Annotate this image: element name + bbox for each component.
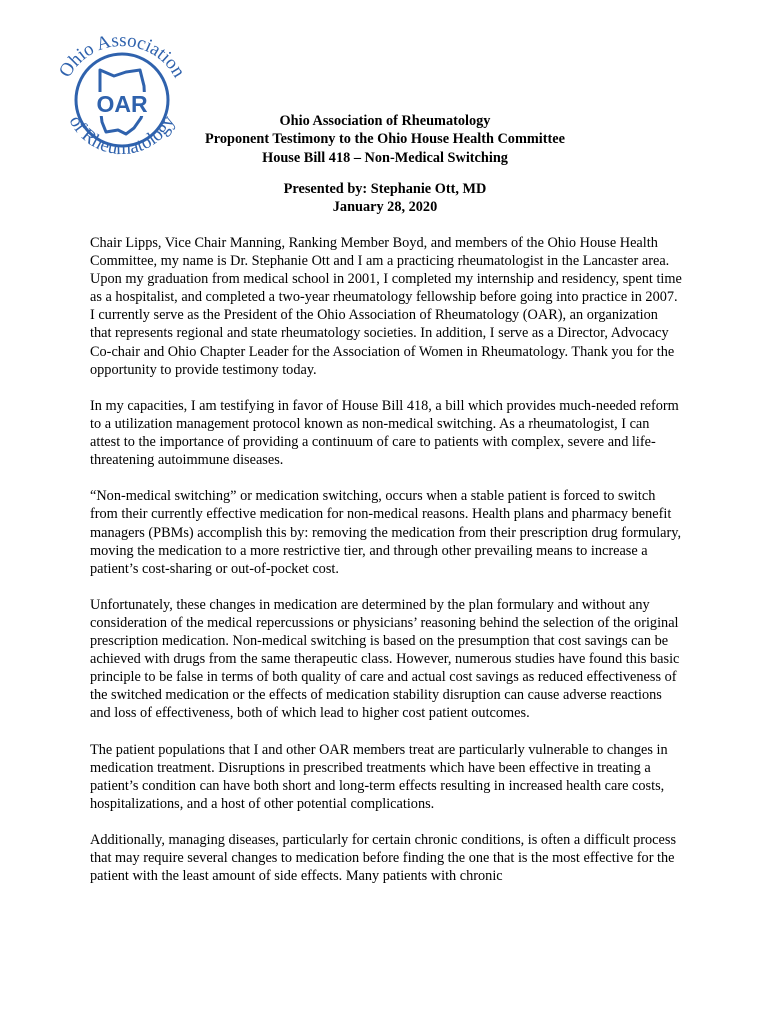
- testimony-body: [90, 234, 682, 903]
- paragraph-consequences: Unfortunately, these changes in medication are determined by the plan formulary and without any consideration of the medical repercussions or physicians’ reasoning behind the selection of the original prescription medication. Non-medical switching is based on the presumption that cost savings can be achieved with drugs from the same therapeutic class. However, numerous studies have found this basic principle to be false in terms of both quality of care and actual cost savings as reduced effectiveness of the switched medication or the effects of medication stability disruption can cause adverse reactions and loss of effectiveness, both of which lead to higher cost patient outcomes.: [90, 596, 680, 722]
- logo-ring-text-bottom: of Rheumatology: [64, 112, 180, 160]
- date: January 28, 2020: [332, 199, 438, 216]
- document-header: [0, 112, 770, 167]
- testimony-title: Proponent Testimony to the Ohio House Health Committee: [205, 131, 565, 148]
- presenter-block: [0, 180, 770, 217]
- bill-title: House Bill 418 – Non-Medical Switching: [262, 149, 508, 166]
- paragraph-intro: Chair Lipps, Vice Chair Manning, Ranking Member Boyd, and members of the Ohio House Health Committee, my name is Dr. Stephanie Ott and I am a practicing rheumatologist in the Lancaster area. Upon my graduation from medical school in 2001, I completed my internship and residency, spent time as a hospitalist, and completed a two-year rheumatology fellowship before going into practice in 2007. I currently serve as the President of the Ohio Association of Rheumatology (OAR), an organization that represents regional and state rheumatology societies. In addition, I serve as a Director, Advocacy Co-chair and Ohio Chapter Leader for the Association of Women in Rheumatology. Thank you for the opportunity to provide testimony today.: [90, 235, 682, 378]
- logo-ring-text-top: Ohio Association: [54, 29, 190, 82]
- org-name: Ohio Association of Rheumatology: [279, 113, 491, 129]
- paragraph-chronic-conditions: Additionally, managing diseases, particularly for certain chronic conditions, is often a difficult process that may require several changes to medication before finding the one that is the most effective for the patient with the least amount of side effects. Many patients with chronic: [90, 832, 677, 885]
- presenter: Presented by: Stephanie Ott, MD: [283, 181, 487, 197]
- paragraph-position: In my capacities, I am testifying in favor of House Bill 418, a bill which provides much-needed reform to a utilization management protocol known as non-medical switching. As a rheumatologist, I can attest to the importance of providing a continuum of care to patients with complex, severe and life-threatening autoimmune diseases.: [90, 397, 679, 469]
- logo-center-text: OAR: [96, 91, 148, 117]
- paragraph-vulnerable-populations: The patient populations that I and other OAR members treat are particularly vulnerable to changes in medication treatment. Disruptions in prescribed treatments which have been effective in treating a patient’s condition can have both short and long-term effects resulting in increased health care costs, hospitalizations, and a host of other potential complications.: [90, 741, 668, 812]
- paragraph-definition: “Non-medical switching” or medication switching, occurs when a stable patient is forced to switch from their currently effective medication for non-medical reasons. Health plans and pharmacy benefit managers (PBMs) accomplish this by: removing the medication from their prescription drug formulary, moving the medication to a more restrictive tier, and through other prevailing means to increase a patient’s cost-sharing or out-of-pocket cost.: [90, 488, 682, 577]
